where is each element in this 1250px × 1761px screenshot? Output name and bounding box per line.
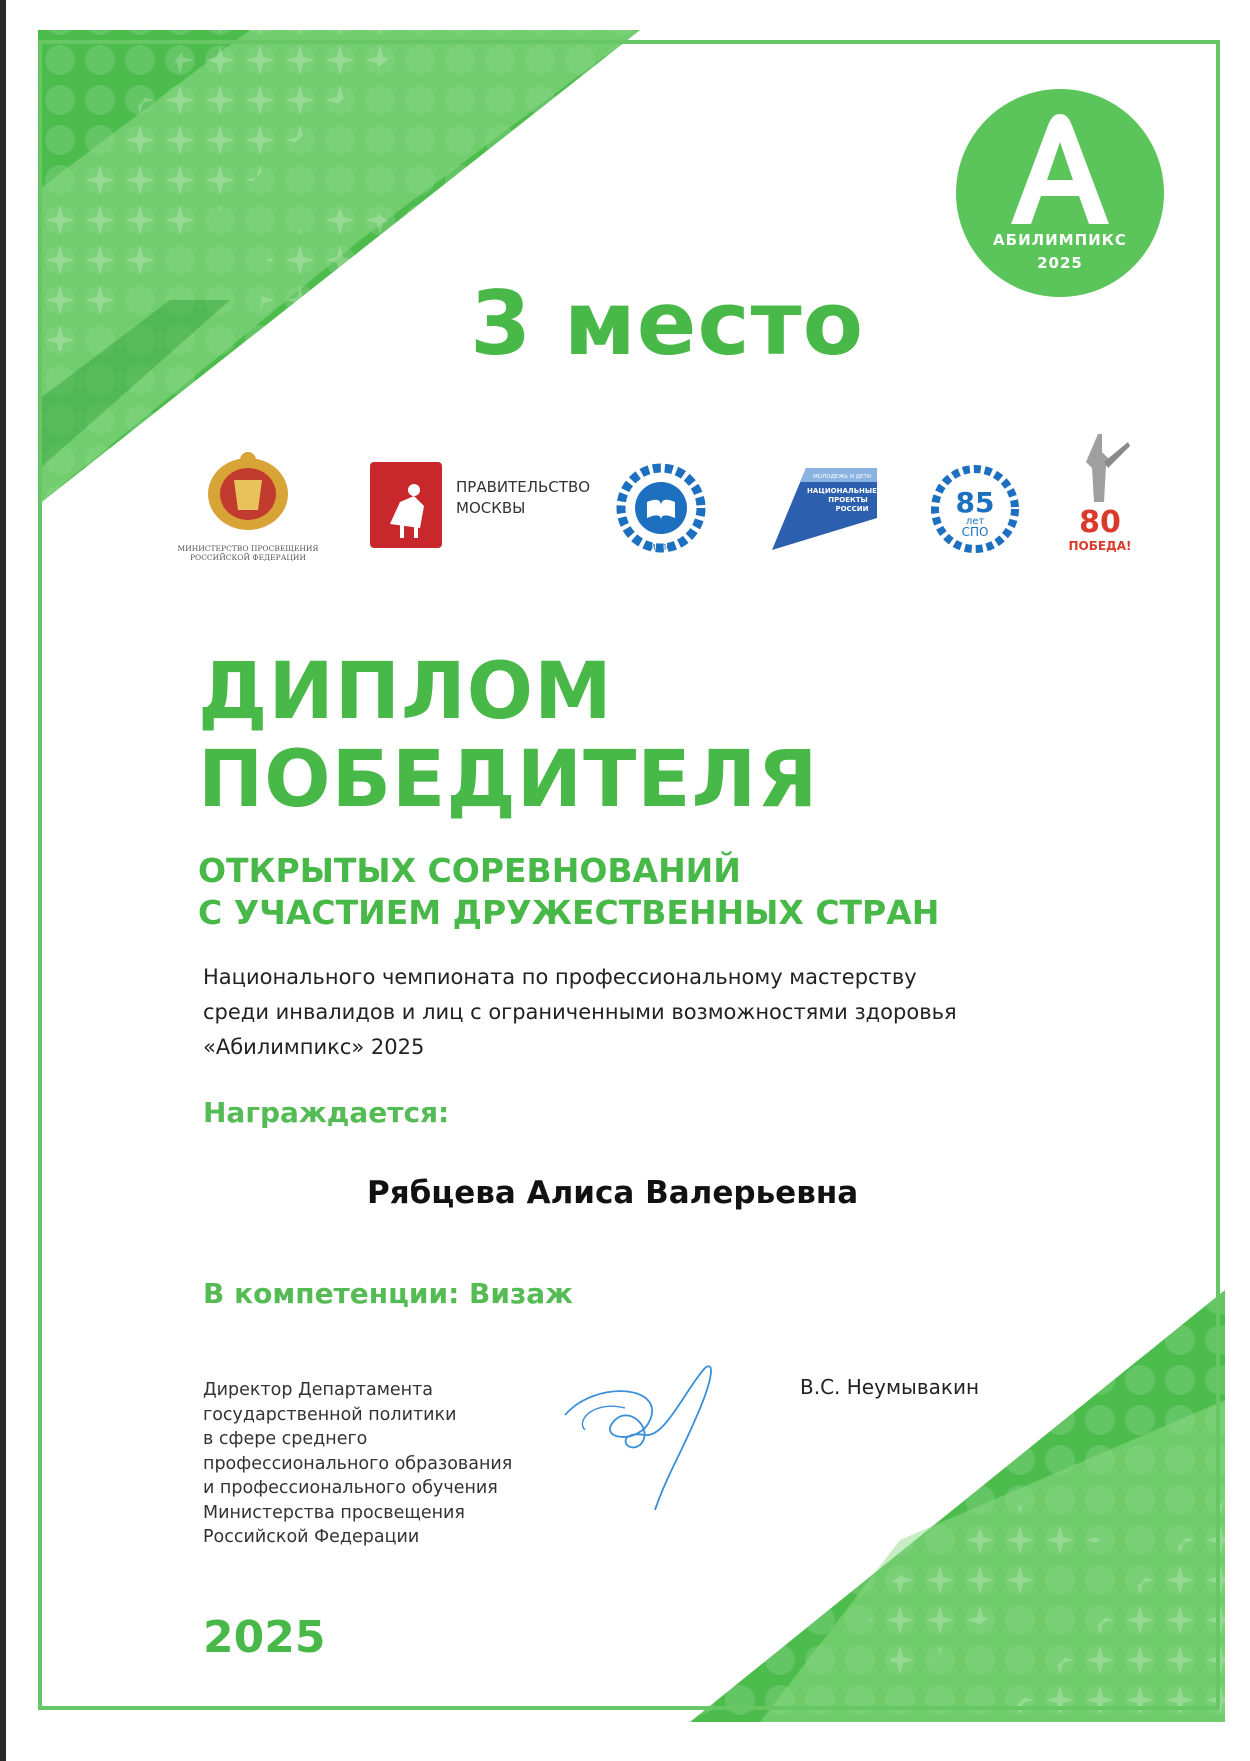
awarded-label: Награждается: <box>203 1096 450 1129</box>
signature <box>555 1360 755 1520</box>
svg-text:МОЛОДЕЖЬ И ДЕТИ: МОЛОДЕЖЬ И ДЕТИ <box>813 474 871 480</box>
national-projects-logo <box>772 468 877 554</box>
svg-text:лет: лет <box>965 516 985 527</box>
irpo-caption: ИРПО <box>649 543 673 552</box>
coat-of-arms-icon <box>168 450 328 540</box>
diploma-year: 2025 <box>203 1612 326 1663</box>
spo-85-logo <box>928 462 1022 560</box>
national-projects-icon <box>772 468 877 550</box>
ministry-caption: МИНИСТЕРСТВО ПРОСВЕЩЕНИЯ РОССИЙСКОЙ ФЕДЕРАЦИИ <box>177 544 319 562</box>
diploma-title: ДИПЛОМ ПОБЕДИТЕЛЯ <box>198 647 819 825</box>
competence-label: В компетенции: Визаж <box>203 1277 574 1310</box>
svg-text:ПОБЕДА!: ПОБЕДА! <box>1068 539 1132 553</box>
svg-text:СПО: СПО <box>961 525 989 539</box>
recipient-name: Рябцева Алиса Валерьевна <box>367 1175 859 1211</box>
place-heading: 3 место <box>470 272 865 375</box>
svg-text:НАЦИОНАЛЬНЫЕ: НАЦИОНАЛЬНЫЕ <box>807 487 877 495</box>
signatory-name: В.С. Неумывакин <box>800 1375 980 1399</box>
moscow-caption: ПРАВИТЕЛЬСТВО МОСКВЫ <box>456 478 591 517</box>
svg-text:РОССИИ: РОССИИ <box>835 505 869 513</box>
ministry-logo <box>168 450 328 562</box>
spo-85-icon <box>928 462 1022 556</box>
moscow-coat-of-arms-icon <box>370 462 442 548</box>
emblem-year: 2025 <box>1037 254 1083 272</box>
irpo-logo <box>615 462 707 558</box>
svg-text:85: 85 <box>955 486 995 519</box>
championship-description: Национального чемпионата по профессиональному мастерству среди инвалидов и лиц с ограниченными возможностями здоровья «Абилимпикс» 2025 <box>203 965 957 1059</box>
abilimpiks-emblem <box>955 88 1165 298</box>
signatory-position: Директор Департамента государственной политики в сфере среднего профессионального образования и профессионального обучения Министерства просвещения Российской Федерации <box>203 1380 513 1547</box>
svg-text:80: 80 <box>1079 505 1121 540</box>
diploma-subtitle: ОТКРЫТЫХ СОРЕВНОВАНИЙ С УЧАСТИЕМ ДРУЖЕСТВЕННЫХ СТРАН <box>198 851 940 932</box>
moscow-logo <box>370 462 442 552</box>
irpo-gear-icon <box>615 462 707 554</box>
victory-80-logo <box>1068 432 1134 560</box>
victory-monument-icon <box>1068 432 1134 556</box>
svg-text:ПРОЕКТЫ: ПРОЕКТЫ <box>828 496 868 504</box>
emblem-name: АБИЛИМПИКС <box>993 231 1127 249</box>
